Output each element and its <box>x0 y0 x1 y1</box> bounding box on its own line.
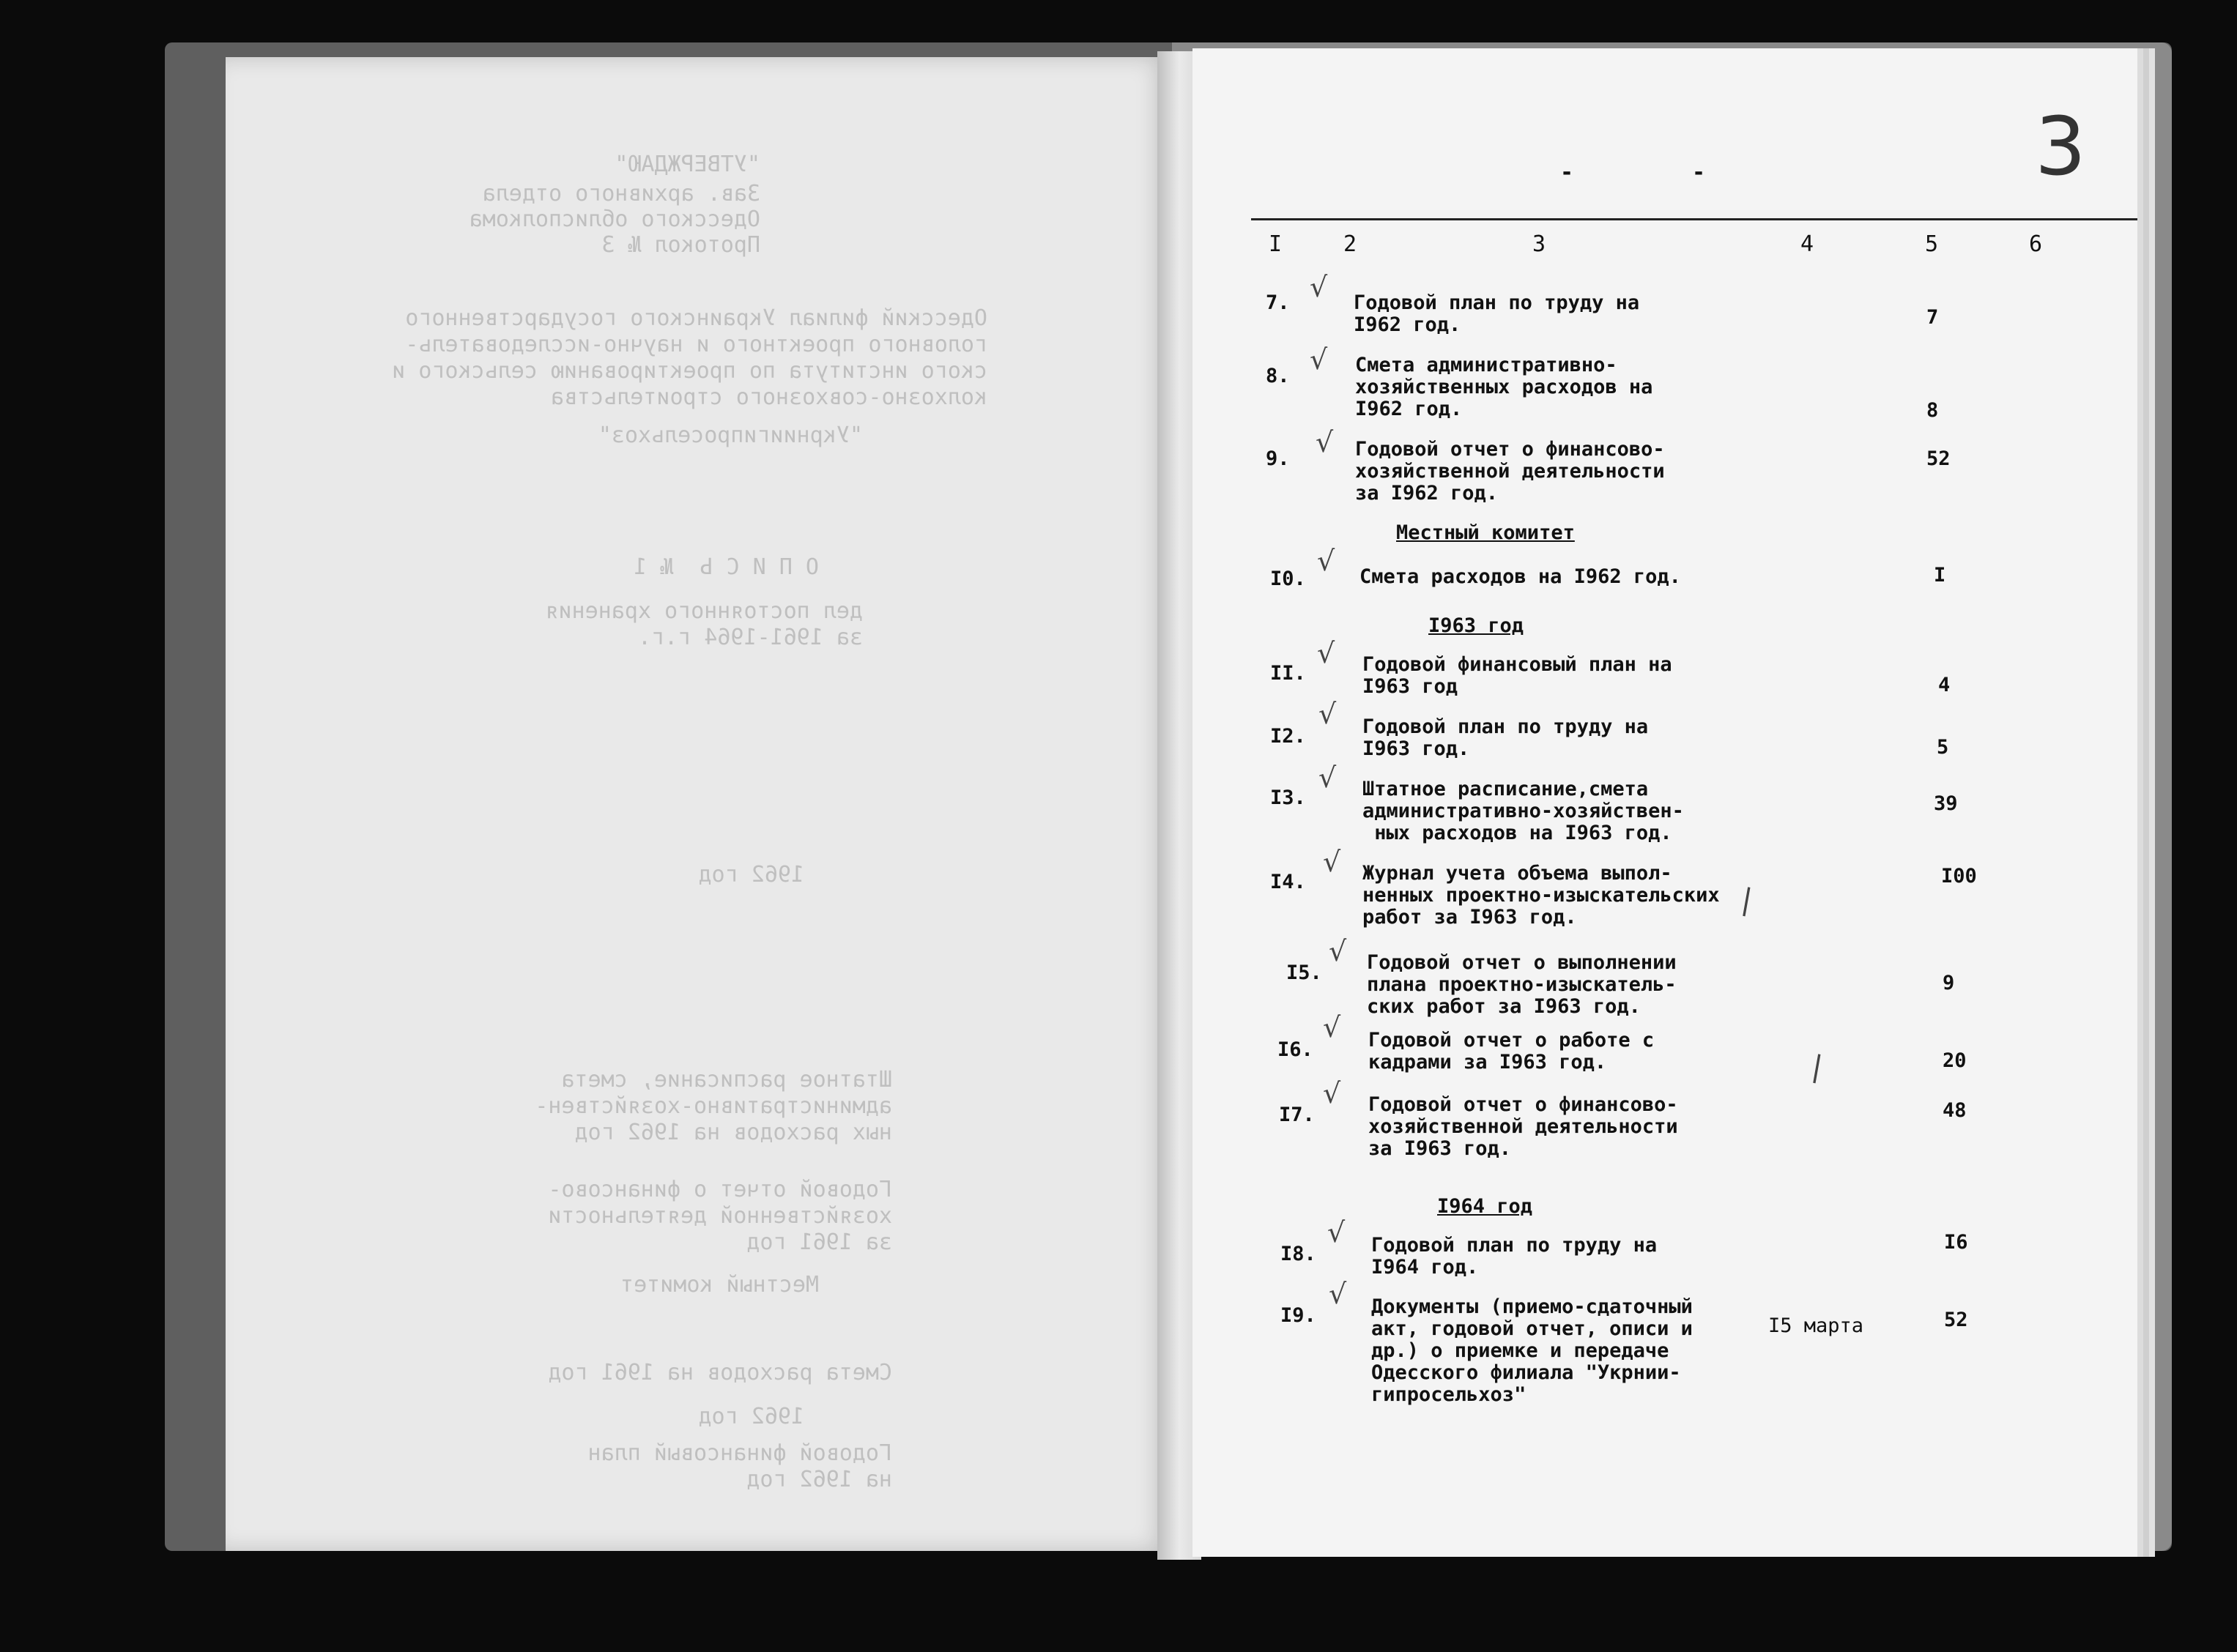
entry-number: I3. <box>1270 786 1306 809</box>
entry-number: II. <box>1270 662 1306 685</box>
check-mark-icon: √ <box>1323 846 1341 878</box>
bleed-line: ных расходов на 1962 год <box>574 1120 892 1145</box>
bleed-line: на 1962 год <box>746 1467 892 1492</box>
column-number: 2 <box>1343 231 1357 257</box>
entry-number: I2. <box>1270 725 1306 748</box>
check-mark-icon: √ <box>1310 343 1328 376</box>
entry-title: Годовой финансовый план на I963 год <box>1362 653 1672 698</box>
bleed-line: колхозно-совхозного строительства <box>550 384 987 410</box>
date-cell: I5 марта <box>1768 1314 1864 1337</box>
bleed-line: ского института по проектированию сельского и <box>392 358 987 384</box>
entry-number: I5. <box>1286 961 1322 984</box>
check-mark-icon: √ <box>1310 271 1328 303</box>
bleed-line: Одесского облисполкома <box>469 206 760 232</box>
sheet-count: I <box>1934 564 1946 587</box>
bleed-line: О П И С Ь № 1 <box>634 554 819 580</box>
entry-title: Смета административно- хозяйственных расходов на I962 год. <box>1355 354 1653 420</box>
bleed-line: административно-хозяйствен- <box>535 1093 892 1119</box>
bleed-line: Годовой отчет о финансово- <box>548 1177 892 1202</box>
check-mark-icon: √ <box>1323 1011 1341 1043</box>
right-page <box>1192 48 2137 1557</box>
sheet-count: 7 <box>1926 306 1939 329</box>
bleed-line: "УТВЕРЖДАЮ" <box>615 152 760 177</box>
sheet-count: 5 <box>1937 736 1949 759</box>
section-heading: Местный комитет <box>1396 521 1575 544</box>
entry-title: Годовой отчет о финансово- хозяйственной деятельности за I962 год. <box>1355 438 1665 505</box>
entry-number: I4. <box>1270 871 1306 893</box>
margin-pencil-mark: | <box>1739 882 1755 918</box>
bleed-line: Одесский филиал Украинского государственного <box>405 305 987 331</box>
sheet-count: I00 <box>1941 865 1977 888</box>
entry-number: 7. <box>1266 291 1290 314</box>
entry-title: Журнал учета объема выпол- ненных проектно-изыскательских работ за I963 год. <box>1362 862 1720 929</box>
page-number: 3 <box>2035 100 2086 193</box>
bleed-line: 1962 год <box>698 1404 804 1429</box>
section-heading: I963 год <box>1428 614 1524 637</box>
column-number: 5 <box>1925 231 1939 257</box>
sheet-count: 9 <box>1943 972 1955 994</box>
bleed-line: 1962 год <box>698 862 804 888</box>
sheet-count: 52 <box>1926 447 1951 470</box>
column-number: 6 <box>2029 231 2043 257</box>
entry-number: I7. <box>1279 1104 1315 1126</box>
bleed-line: дел постоянного хранения <box>545 598 863 624</box>
bleed-line: Зав. архивного отдела <box>482 181 760 206</box>
bleed-line: Смета расходов на 1961 год <box>548 1360 892 1385</box>
check-mark-icon: √ <box>1329 935 1347 967</box>
bleed-line: за 1961-1964 г.г. <box>637 625 863 650</box>
check-mark-icon: √ <box>1327 1216 1346 1249</box>
bleed-line: головного проектного и научно-исследователь- <box>405 332 987 357</box>
entry-title: Документы (приемо-сдаточный акт, годовой отчет, описи и др.) о приемке и передаче Одесского филиала "Укрнии- гипросельхоз" <box>1371 1295 1693 1406</box>
bleed-line: Штатное расписание, смета <box>561 1067 892 1093</box>
entry-number: 8. <box>1266 365 1290 387</box>
top-mark: - <box>1692 160 1706 185</box>
check-mark-icon: √ <box>1318 698 1337 730</box>
check-mark-icon: √ <box>1318 762 1337 794</box>
sheet-count: 48 <box>1943 1099 1967 1122</box>
header-rule <box>1251 218 2137 220</box>
sheet-count: 4 <box>1938 674 1951 696</box>
entry-title: Смета расходов на I962 год. <box>1359 565 1681 588</box>
sheet-count: 20 <box>1943 1049 1967 1072</box>
entry-title: Годовой отчет о работе с кадрами за I963 год. <box>1368 1029 1655 1074</box>
entry-number: I8. <box>1280 1243 1316 1265</box>
entry-number: I6. <box>1277 1038 1313 1061</box>
sheet-count: 39 <box>1934 792 1958 815</box>
entry-number: 9. <box>1266 447 1290 470</box>
check-mark-icon: √ <box>1316 426 1334 458</box>
entry-title: Годовой отчет о выполнении плана проектно-изыскатель- ских работ за I963 год. <box>1367 951 1677 1018</box>
check-mark-icon: √ <box>1323 1077 1341 1109</box>
bleed-line: хозяйственной деятельности <box>548 1203 892 1229</box>
column-number: 3 <box>1532 231 1546 257</box>
check-mark-icon: √ <box>1317 637 1335 669</box>
top-mark: - <box>1560 160 1574 185</box>
check-mark-icon: √ <box>1329 1278 1347 1310</box>
sheet-count: 8 <box>1926 399 1939 422</box>
entry-title: Годовой план по труду на I963 год. <box>1362 715 1649 760</box>
column-number: I <box>1269 231 1283 257</box>
entry-title: Годовой план по труду на I964 год. <box>1371 1234 1658 1279</box>
sheet-count: I6 <box>1944 1231 1968 1254</box>
entry-title: Штатное расписание,смета административно-хозяйствен- ных расходов на I963 год. <box>1362 778 1684 844</box>
entry-title: Годовой отчет о финансово- хозяйственной деятельности за I963 год. <box>1368 1093 1678 1160</box>
section-heading: I964 год <box>1437 1195 1533 1218</box>
entry-number: I9. <box>1280 1304 1316 1327</box>
bleed-through-text <box>226 57 1171 1551</box>
bleed-line: Протокол № 3 <box>601 232 760 258</box>
entry-number: I0. <box>1270 568 1306 590</box>
check-mark-icon: √ <box>1317 545 1335 577</box>
sheet-count: 52 <box>1944 1309 1968 1331</box>
column-number: 4 <box>1800 231 1814 257</box>
margin-pencil-mark: | <box>1809 1049 1825 1084</box>
bleed-line: "Укрниигипросельхоз" <box>598 423 863 448</box>
entry-title: Годовой план по труду на I962 год. <box>1354 291 1640 336</box>
bleed-line: Годовой финансовый план <box>587 1440 892 1466</box>
left-page <box>226 57 1171 1551</box>
bleed-line: за 1961 год <box>746 1229 892 1255</box>
bleed-line: Местный комитет <box>620 1272 819 1298</box>
